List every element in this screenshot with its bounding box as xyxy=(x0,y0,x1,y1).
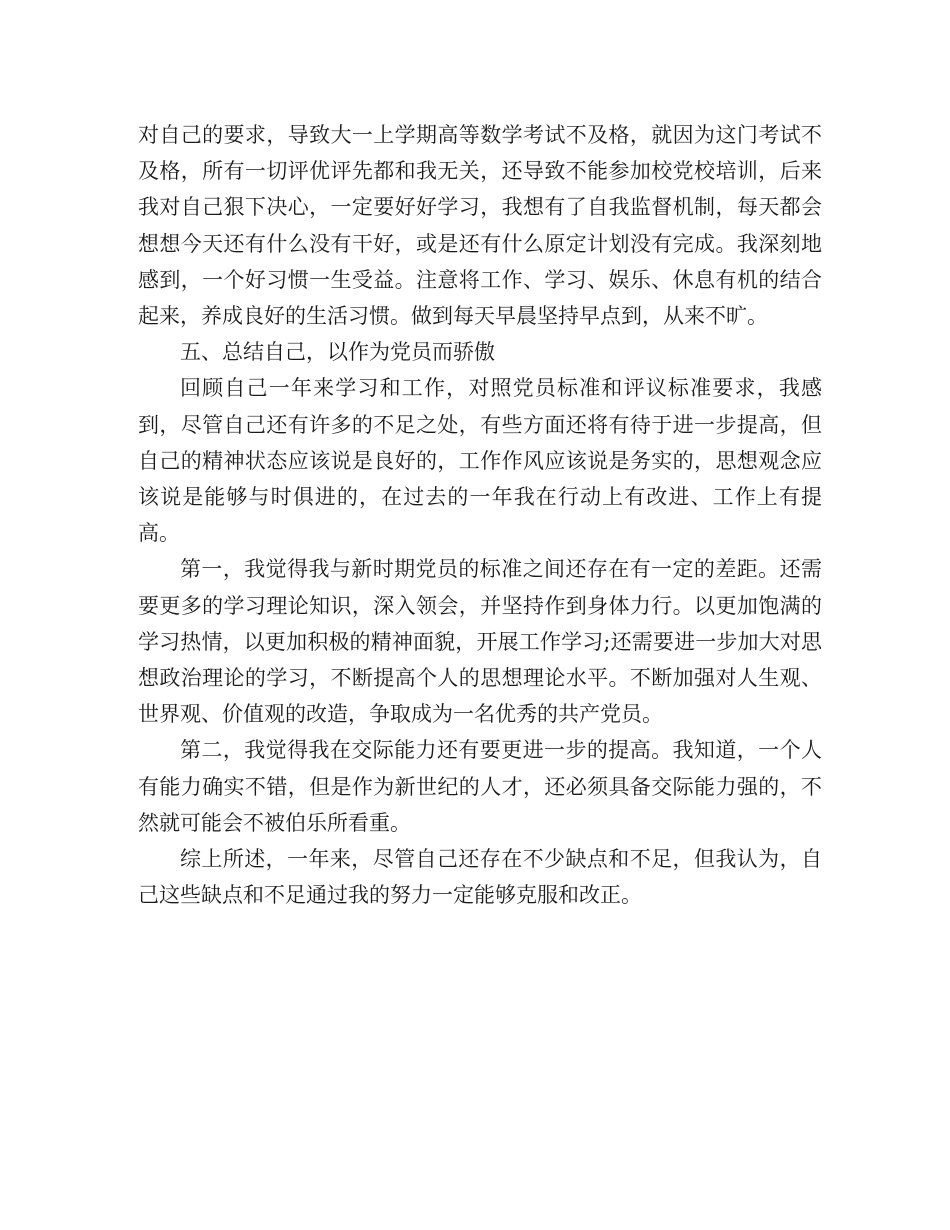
paragraph-first-point: 第一，我觉得我与新时期党员的标准之间还存在有一定的差距。还需要更多的学习理论知识，深入领会，并坚持作到身体力行。以更加饱满的学习热情，以更加积极的精神面貌，开展工作学习;还需要进一步加大对思想政治理论的学习，不断提高个人的思想理论水平。不断加强对人生观、世界观、价值观的改造，争取成为一名优秀的共产党员。 xyxy=(138,557,822,727)
section-heading-summary: 五、总结自己，以作为党员而骄傲 xyxy=(180,340,495,365)
paragraph-self-discipline: 对自己的要求，导致大一上学期高等数学考试不及格，就因为这门考试不及格，所有一切评优评先都和我无关，还导致不能参加校党校培训，后来我对自己狠下决心，一定要好好学习，我想有了自我监督机制，每天都会想想今天还有什么没有干好，或是还有什么原定计划没有完成。我深刻地感到，一个好习惯一生受益。注意将工作、学习、娱乐、休息有机的结合起来，养成良好的生活习惯。做到每天早晨坚持早点到，从来不旷。 xyxy=(138,123,822,329)
paragraph-review: 回顾自己一年来学习和工作，对照党员标准和评议标准要求，我感到，尽管自己还有许多的不足之处，有些方面还将有待于进一步提高，但自己的精神状态应该说是良好的，工作作风应该说是务实的，思想观念应该说是能够与时俱进的，在过去的一年我在行动上有改进、工作上有提高。 xyxy=(138,376,822,546)
paragraph-conclusion: 综上所述，一年来，尽管自己还存在不少缺点和不足，但我认为，自己这些缺点和不足通过我的努力一定能够克服和改正。 xyxy=(138,847,822,908)
document-body xyxy=(138,117,822,913)
paragraph-second-point: 第二，我觉得我在交际能力还有要更进一步的提高。我知道，一个人有能力确实不错，但是作为新世纪的人才，还必须具备交际能力强的，不然就可能会不被伯乐所看重。 xyxy=(138,738,822,835)
